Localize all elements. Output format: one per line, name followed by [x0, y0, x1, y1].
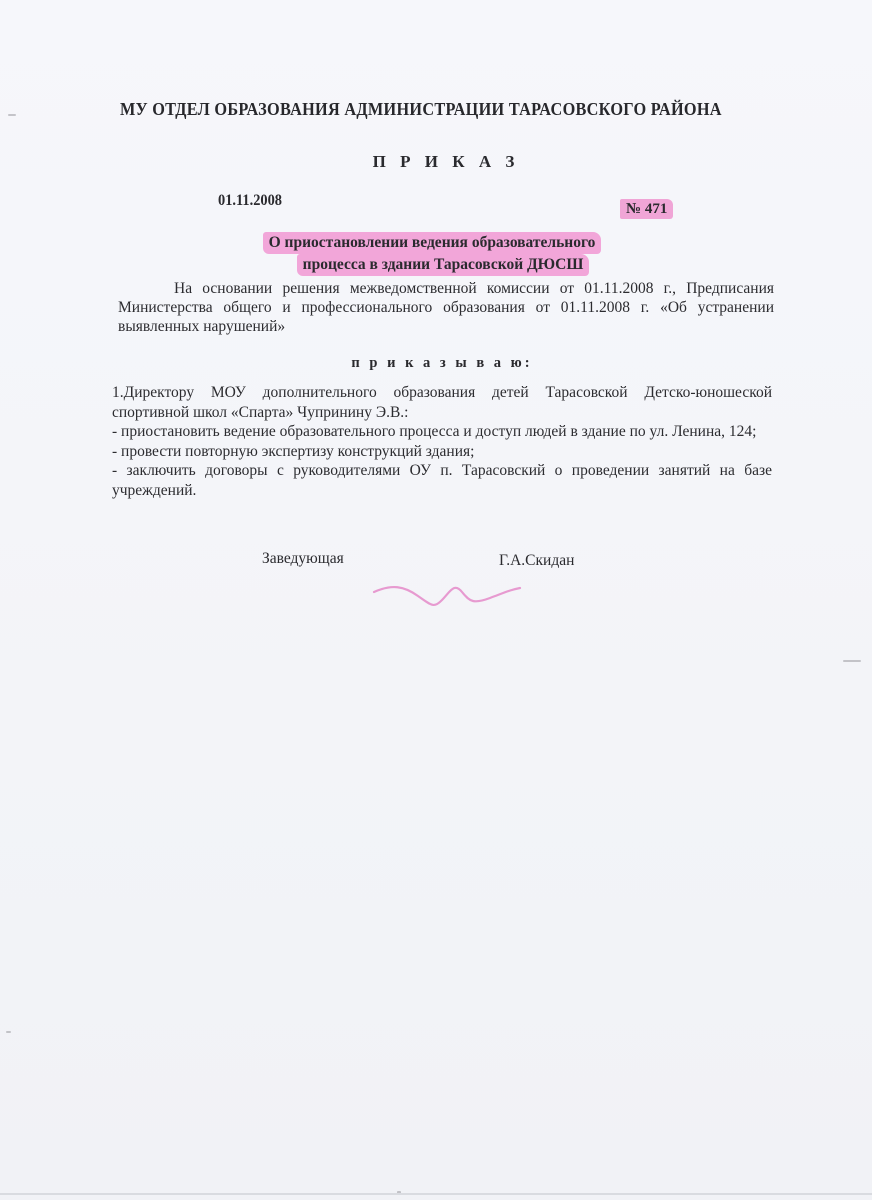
order-item: 1.Директору МОУ дополнительного образования детей Тарасовской Детско-юношеской спортивной школ «Спарта» Чупринину Э.В.:: [112, 384, 772, 421]
document-type-heading: П Р И К А З: [372, 152, 520, 171]
order-item: - провести повторную экспертизу конструкций здания;: [112, 442, 475, 460]
orders-heading: п р и к а з ы в а ю:: [351, 355, 533, 371]
document-number: № 471: [626, 201, 668, 217]
order-list: [112, 383, 772, 500]
scan-mark: [8, 114, 16, 116]
document-title-line-2: процесса в здании Тарасовской ДЮСШ: [297, 254, 590, 276]
signatory-name: Г.А.Скидан: [499, 552, 575, 569]
scan-mark: [6, 1031, 11, 1033]
organization-header: МУ ОТДЕЛ ОБРАЗОВАНИЯ АДМИНИСТРАЦИИ ТАРАСОВСКОГО РАЙОНА: [120, 99, 722, 119]
scan-mark: [843, 660, 861, 662]
order-item: - заключить договоры с руководителями ОУ п. Тарасовский о проведении занятий на базе учреждений.: [112, 462, 772, 499]
document-title: [0, 232, 872, 276]
handwritten-signature-icon: [370, 578, 530, 610]
document-title-line-1: О приостановлении ведения образовательного: [263, 232, 602, 254]
signatory-position: Заведующая: [262, 550, 344, 567]
document-number-highlight: [620, 199, 673, 219]
scan-edge: [0, 1193, 872, 1195]
document-date: 01.11.2008: [218, 192, 283, 209]
order-item: - приостановить ведение образовательного процесса и доступ людей в здание по ул. Ленина, 124;: [112, 423, 757, 440]
preamble-paragraph: На основании решения межведомственной комиссии от 01.11.2008 г., Предписания Министерства общего и профессионального образования от 01.11.2008 г. «Об устранении выявленных нарушений»: [118, 280, 774, 335]
